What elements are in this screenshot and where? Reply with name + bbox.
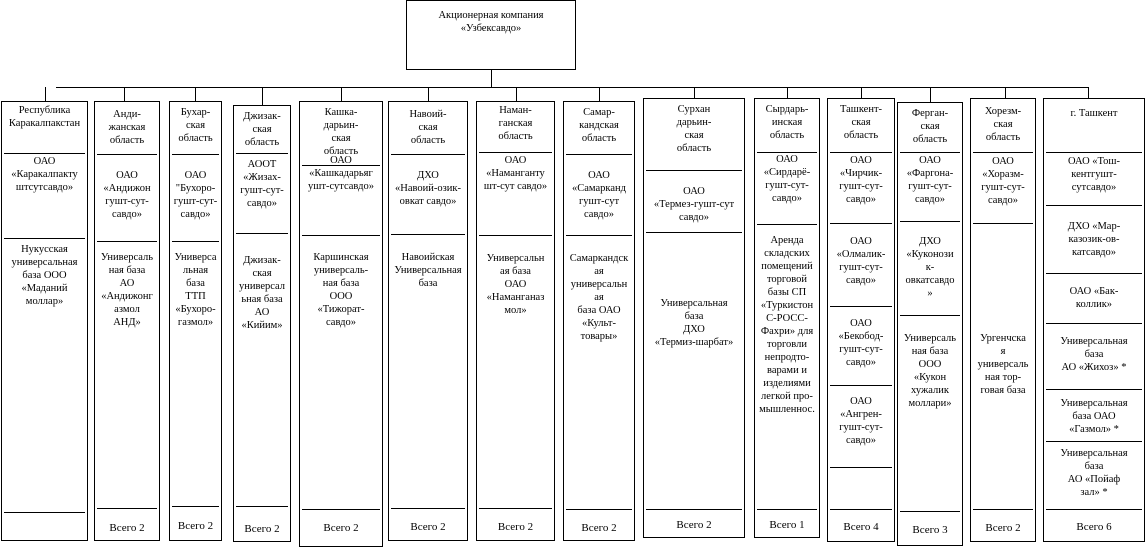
divider <box>479 235 552 236</box>
region-label: Самар- кандская область <box>579 107 619 144</box>
column-kashkadarya <box>299 101 383 547</box>
divider <box>391 154 465 155</box>
divider <box>1046 389 1142 390</box>
connector-line <box>195 87 196 101</box>
list-item: ОАО «Тош- кентгушт- сутсавдо» <box>1067 156 1121 193</box>
divider <box>566 235 632 236</box>
connector-line <box>516 87 517 101</box>
divider <box>302 509 380 510</box>
list-item: ДХО «Мар- казозик-ов- катсавдо» <box>1067 221 1121 258</box>
divider <box>830 306 892 307</box>
total-label: Всего 2 <box>581 522 617 534</box>
divider <box>900 315 960 316</box>
base-label: Универсаль ная база ООО «Кукон хужалик моллари» <box>903 333 957 409</box>
divider <box>1046 205 1142 206</box>
list-item: Универсальная база АО «Жихоз» * <box>1060 336 1128 373</box>
divider <box>4 153 85 154</box>
company-label: ОАО «Термез-гушт-сут савдо» <box>653 186 735 223</box>
base-label: Универсальная база ДХО «Термиз-шарбат» <box>654 298 734 348</box>
divider <box>479 508 552 509</box>
column-samarkand <box>563 101 635 541</box>
company-label: АООТ «Жизах- гушт-сут- савдо» <box>240 159 284 209</box>
base-label: Универса льная база ТТП «Бухоро- газмол» <box>174 252 217 328</box>
column-bukhara <box>169 101 222 541</box>
divider <box>236 153 288 154</box>
connector-line <box>45 87 46 101</box>
region-label: Сурхан дарьин- ская область <box>676 104 712 154</box>
column-syrdarya <box>754 98 820 538</box>
connector-line <box>694 87 695 98</box>
divider <box>4 512 85 513</box>
total-label: Всего 2 <box>244 523 280 535</box>
region-label: г. Ташкент <box>1070 108 1118 119</box>
list-item: Универсальная база АО «Пойаф зал» * <box>1060 448 1128 498</box>
base-label: Универсальн ая база ОАО «Наманганаз мол» <box>486 253 545 316</box>
top-company-title: Акционерная компания «Узбексавдо» <box>438 10 544 34</box>
divider <box>566 154 632 155</box>
total-label: Всего 6 <box>1076 521 1112 533</box>
divider <box>236 233 288 234</box>
divider <box>1046 273 1142 274</box>
divider <box>900 221 960 222</box>
column-navoi <box>388 101 468 541</box>
base-label: Самаркандск ая универсальн ая база ОАО «Культ- товары» <box>569 253 629 342</box>
column-tashkent-region <box>827 98 895 542</box>
region-label: Джизак- ская область <box>243 111 281 148</box>
connector-line <box>861 87 862 98</box>
divider <box>97 241 157 242</box>
region-label: Сырдарь- инская область <box>765 104 809 141</box>
divider <box>900 152 960 153</box>
divider <box>973 152 1033 153</box>
column-fergana <box>897 102 963 546</box>
divider <box>97 154 157 155</box>
region-label: Ташкент- ская область <box>839 104 883 141</box>
company-label: ДХО «Куконози к- овкатсавдо » <box>905 236 955 299</box>
column-jizzakh <box>233 105 291 542</box>
company-label: ДХО «Навоий-озик- овкат савдо» <box>395 170 461 207</box>
divider <box>172 241 219 242</box>
divider <box>973 223 1033 224</box>
divider <box>97 508 157 509</box>
company-label: ОАО "Бухоро- гушт-сут- савдо» <box>173 170 218 220</box>
divider <box>1046 323 1142 324</box>
column-karakalpakstan <box>1 101 88 541</box>
divider <box>646 509 742 510</box>
divider <box>757 224 817 225</box>
horizontal-connector <box>56 87 1088 88</box>
divider <box>391 508 465 509</box>
divider <box>236 506 288 507</box>
connector-line <box>1005 87 1006 98</box>
divider <box>1046 509 1142 510</box>
company-label: ОАО «Хоразм- гушт-сут- савдо» <box>981 156 1025 206</box>
base-label: Нукусская универсальная база ООО «Маданий моллар» <box>11 244 78 307</box>
list-item: Универсальная база ОАО «Газмол» * <box>1060 398 1128 435</box>
divider <box>830 152 892 153</box>
column-namangan <box>476 101 555 541</box>
region-label: Бухар- ская область <box>178 107 213 144</box>
company-label: ОАО «Фаргона- гушт-сут- савдо» <box>906 155 954 205</box>
total-label: Всего 2 <box>323 522 359 534</box>
connector-line <box>262 87 263 105</box>
company-label: ОАО «Ангрен- гушт-сут- савдо» <box>839 396 883 446</box>
connector-line <box>341 87 342 101</box>
divider <box>302 235 380 236</box>
base-label: Каршинская универсаль- ная база ООО «Тижорат- савдо» <box>313 252 369 328</box>
divider <box>830 223 892 224</box>
total-label: Всего 4 <box>843 521 879 533</box>
company-label: ОАО «Самарканд гушт-сут савдо» <box>572 170 626 220</box>
company-label: ОАО «Кашкадарьяг ушт-сутсавдо» <box>308 155 374 192</box>
connector-line <box>491 70 492 87</box>
connector-line <box>930 87 931 102</box>
connector-line <box>599 87 600 101</box>
divider <box>830 509 892 510</box>
divider <box>566 509 632 510</box>
divider <box>646 170 742 171</box>
divider <box>757 509 817 510</box>
connector-line <box>787 87 788 98</box>
total-label: Всего 2 <box>985 522 1021 534</box>
company-label: ОАО «Сирдарё- гушт-сут- савдо» <box>763 154 811 204</box>
total-label: Всего 2 <box>410 521 446 533</box>
column-khorezm <box>970 98 1036 542</box>
divider <box>973 509 1033 510</box>
base-label: Ургенчска я универсаль ная тор- говая база <box>977 333 1029 396</box>
connector-line <box>1088 87 1089 98</box>
divider <box>830 385 892 386</box>
column-andijan <box>94 101 160 541</box>
company-label: ОАО «Бекобод- гушт-сут- савдо» <box>838 318 884 368</box>
divider <box>830 467 892 468</box>
divider <box>1046 441 1142 442</box>
company-label: ОАО «Каракалпакту штсутсавдо» <box>11 156 78 193</box>
region-label: Наман- ганская область <box>498 105 533 142</box>
list-item: ОАО «Бак- коллик» <box>1069 286 1119 310</box>
total-label: Всего 2 <box>177 520 214 532</box>
base-label: Джизак- ская универсал ьная база АО «Кийим» <box>238 255 286 331</box>
divider <box>172 154 219 155</box>
divider <box>391 234 465 235</box>
total-label: Всего 2 <box>109 522 145 534</box>
divider <box>4 238 85 239</box>
divider <box>172 506 219 507</box>
region-label: Ферган- ская область <box>911 108 949 145</box>
connector-line <box>428 87 429 101</box>
base-label: Универсаль ная база АО «Андижонг азмол АНД» <box>100 252 154 328</box>
column-tashkent-city <box>1043 98 1145 542</box>
total-label: Всего 2 <box>497 521 534 533</box>
divider <box>479 152 552 153</box>
region-label: Республика Каракалпакстан <box>8 105 81 129</box>
base-label: Аренда складских помещений торговой базы СП «Туркистон С-РОСС- Фахри» для торговли непродто- варами и изделиями легкой про- мышленнос. <box>759 235 815 415</box>
divider <box>900 511 960 512</box>
company-label: ОАО «Наманганту шт-сут савдо» <box>483 155 548 192</box>
region-label: Кашка- дарьин- ская область <box>323 107 359 157</box>
region-label: Навоий- ская область <box>409 109 447 146</box>
company-label: ОАО «Олмалик- гушт-сут- савдо» <box>836 236 886 286</box>
total-label: Всего 2 <box>676 519 712 531</box>
divider <box>1046 152 1142 153</box>
total-label: Всего 1 <box>769 519 805 531</box>
divider <box>646 232 742 233</box>
company-label: ОАО «Чирчик- гушт-сут- савдо» <box>839 155 883 205</box>
connector-line <box>124 87 125 101</box>
region-label: Хорезм- ская область <box>984 106 1022 143</box>
base-label: Навоийская Универсальная база <box>394 252 462 289</box>
region-label: Анди- жанская область <box>108 109 146 146</box>
top-company-box <box>406 0 576 70</box>
company-label: ОАО «Андижон гушт-сут- савдо» <box>103 170 151 220</box>
total-label: Всего 3 <box>912 524 948 536</box>
column-surkhandarya <box>643 98 745 538</box>
